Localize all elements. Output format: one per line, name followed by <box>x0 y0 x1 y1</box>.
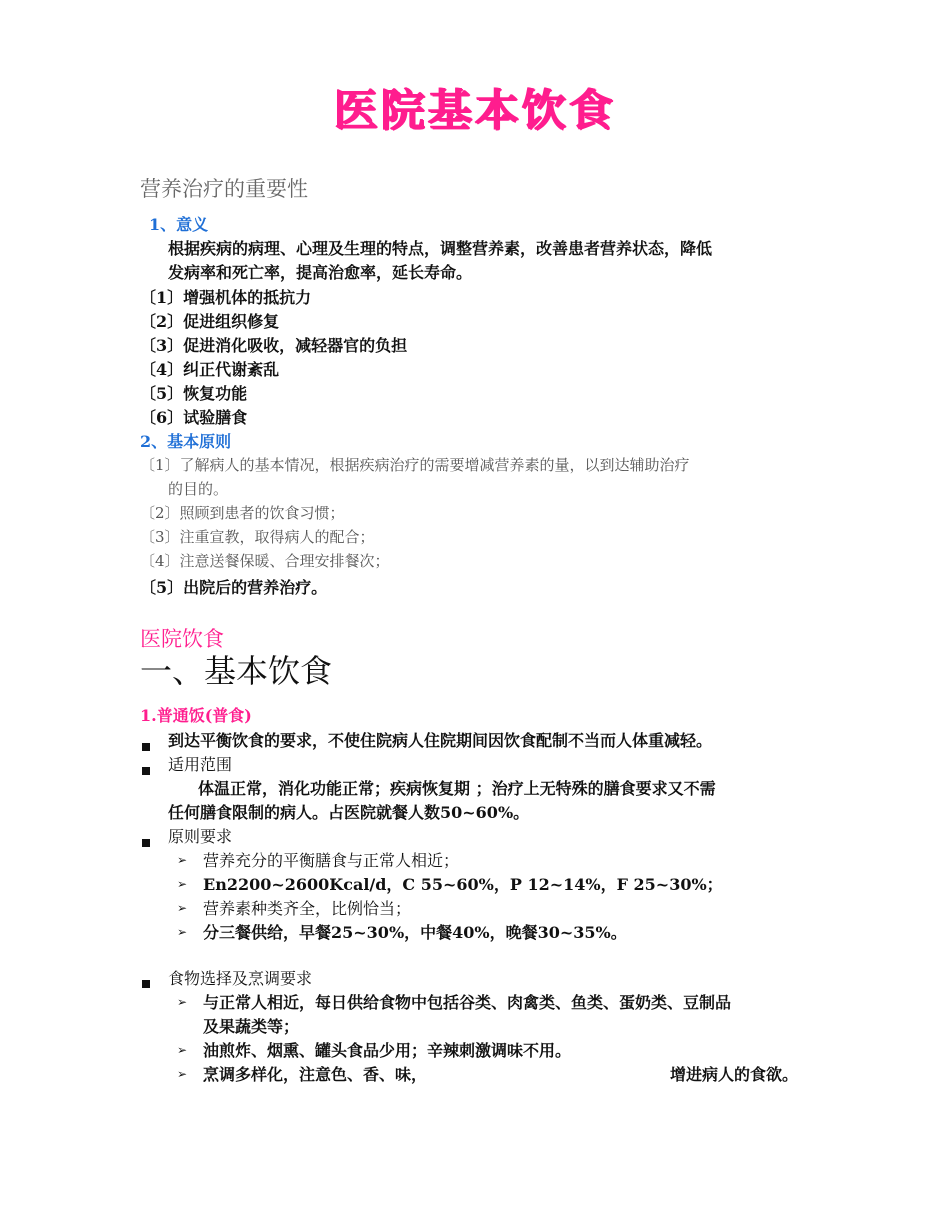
list-item: 〔1〕增强机体的抵抗力 <box>140 288 312 307</box>
list-item: 〔4〕纠正代谢紊乱 <box>140 360 280 379</box>
paragraph-line: 发病率和死亡率，提高治愈率，延长寿命。 <box>168 263 473 282</box>
paragraph-line: 体温正常，消化功能正常；疾病恢复期 ；治疗上无特殊的膳食要求又不需 <box>198 779 716 798</box>
page-title: 医院基本饮食 <box>334 85 616 136</box>
list-item: 〔6〕试验膳食 <box>140 408 248 427</box>
arrow-bullet-icon: ➢ <box>177 1067 188 1081</box>
arrow-bullet-icon: ➢ <box>177 995 188 1009</box>
arrow-bullet-icon: ➢ <box>177 1043 188 1057</box>
list-item: 〔1〕了解病人的基本情况，根据疾病治疗的需要增减营养素的量，以到达辅助治疗 <box>140 456 690 474</box>
paragraph-line: 任何膳食限制的病人。占医院就餐人数50~60%。 <box>168 803 530 822</box>
sub-bullet-text-tail: 增进病人的食欲。 <box>670 1065 799 1084</box>
section-big-heading: 一、基本饮食 <box>140 652 333 690</box>
sub-bullet-text: 油煎炸、烟熏、罐头食品少用；辛辣刺激调味不用。 <box>203 1041 572 1060</box>
bullet-square-icon <box>142 736 150 755</box>
bullet-text: 到达平衡饮食的要求，不使住院病人住院期间因饮食配制不当而人体重减轻。 <box>168 731 713 750</box>
list-item: 〔5〕出院后的营养治疗。 <box>140 578 328 597</box>
list-item: 〔3〕注重宣教，取得病人的配合； <box>140 528 375 546</box>
bullet-square-icon <box>142 760 150 779</box>
paragraph-line: 根据疾病的病理、心理及生理的特点，调整营养素，改善患者营养状态，降低 <box>168 239 713 258</box>
arrow-bullet-icon: ➢ <box>177 925 188 939</box>
sub-bullet-text: 营养充分的平衡膳食与正常人相近； <box>203 851 460 870</box>
bullet-square-icon <box>142 973 150 992</box>
bullet-text: 适用范围 <box>168 755 233 774</box>
arrow-bullet-icon: ➢ <box>177 877 188 891</box>
list-item: 〔5〕恢复功能 <box>140 384 248 403</box>
bullet-text: 食物选择及烹调要求 <box>168 969 313 988</box>
section-heading-hospital-diet: 医院饮食 <box>140 627 224 651</box>
list-item: 〔3〕促进消化吸收，减轻器官的负担 <box>140 336 408 355</box>
list-item: 〔2〕照顾到患者的饮食习惯； <box>140 504 345 522</box>
bullet-text: 原则要求 <box>168 827 233 846</box>
subheading-general-diet: 1.普通饭(普食) <box>140 706 252 725</box>
arrow-bullet-icon: ➢ <box>177 901 188 915</box>
sub-bullet-continuation: 及果蔬类等； <box>203 1017 300 1036</box>
sub-bullet-text: En2200~2600Kcal/d，C 55~60%，P 12~14%，F 25~30%； <box>203 875 723 894</box>
arrow-bullet-icon: ➢ <box>177 853 188 867</box>
sub-bullet-text: 营养素种类齐全，比例恰当； <box>203 899 412 918</box>
subheading-meaning: 1、意义 <box>149 215 209 234</box>
sub-bullet-text: 烹调多样化，注意色、香、味， <box>203 1065 428 1084</box>
list-item-continuation: 的目的。 <box>168 480 229 498</box>
section-heading-nutrition: 营养治疗的重要性 <box>140 177 308 201</box>
list-item: 〔2〕促进组织修复 <box>140 312 280 331</box>
bullet-square-icon <box>142 832 150 851</box>
sub-bullet-text: 分三餐供给，早餐25~30%，中餐40%，晚餐30~35%。 <box>203 923 627 942</box>
list-item: 〔4〕注意送餐保暖、合理安排餐次； <box>140 552 390 570</box>
sub-bullet-text: 与正常人相近，每日供给食物中包括谷类、肉禽类、鱼类、蛋奶类、豆制品 <box>203 993 732 1012</box>
subheading-principles: 2、基本原则 <box>140 432 232 451</box>
